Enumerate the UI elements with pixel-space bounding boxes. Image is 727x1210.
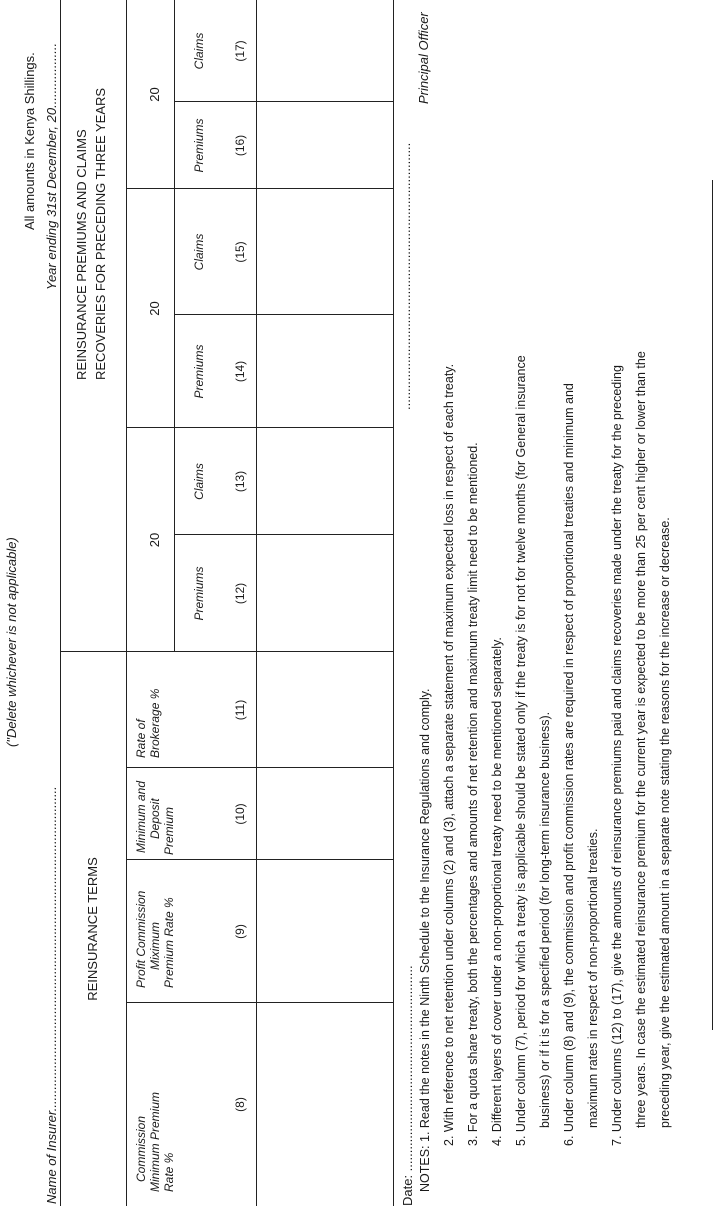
- col-10-number: (10): [233, 803, 247, 825]
- table-header-bottom: [256, 0, 257, 1206]
- col-sep-9: [126, 1002, 393, 1003]
- col-12-header: Premiums: [192, 566, 206, 621]
- note-3: 3. For a quota share treaty, both the percentages and amounts of net retention and maximum treaty limit need to be mentioned.: [466, 442, 480, 1146]
- amounts-note: All amounts in Kenya Shillings.: [22, 52, 37, 230]
- note-7-continued-2: preceding year, give the estimated amount in a separate note stating the reasons for the increase or decrease.: [658, 517, 672, 1128]
- table-year-divider: [174, 0, 175, 652]
- col-8-header: Commission Minimum Premium Rate %: [134, 1091, 176, 1192]
- col-9-header: Profit Commission Miximum Premium Rate %: [134, 890, 176, 988]
- table-group-divider: [126, 0, 127, 1206]
- note-7: 7. Under columns (12) to (17), give the amounts of reinsurance premiums paid and claims recoveries made under the treaty for the preceding: [610, 365, 624, 1146]
- reinsurance-terms-header: REINSURANCE TERMS: [85, 857, 100, 1001]
- year-3-label: 20: [147, 87, 162, 102]
- col-15-header: Claims: [192, 233, 206, 271]
- principal-officer-label: Principal Officer: [416, 12, 431, 104]
- table-top-border: [60, 0, 61, 1206]
- year-1-label: 20: [147, 532, 162, 548]
- col-sep-17: [174, 101, 393, 102]
- col-sep-13: [174, 534, 393, 535]
- note-5-continued: business) or if it is for a specified period (for long-term insurance business).: [538, 711, 552, 1128]
- table-group-separator: [60, 651, 393, 652]
- note-2: 2. With reference to net retention under columns (2) and (3), attach a separate statement of maximum expected loss in respect of each treaty.: [442, 363, 456, 1146]
- col-13-number: (13): [233, 470, 247, 493]
- col-12-number: (12): [233, 582, 247, 605]
- note-6: 6. Under column (8) and (9), the commission and profit commission rates are required in respect of proportional treaties and minimum and: [562, 383, 576, 1146]
- col-16-number: (16): [233, 134, 247, 157]
- note-6-continued: maximum rates in respect of non-proportional treaties.: [586, 828, 600, 1128]
- reinsurance-premiums-claims-header: REINSURANCE PREMIUMS AND CLAIMS RECOVERIES FOR PRECEDING THREE YEARS: [74, 87, 108, 380]
- col-17-header: Claims: [192, 32, 206, 70]
- note-5: 5. Under column (7), period for which a treaty is applicable should be stated only if the treaty is for not for twelve months (for General insurance: [514, 355, 528, 1146]
- col-11-number: (11): [233, 699, 247, 721]
- col-17-number: (17): [233, 40, 247, 62]
- page-bottom-rule: [712, 180, 713, 1030]
- col-8-number: (8): [233, 1097, 247, 1112]
- note-4: 4. Different layers of cover under a non-proportional treaty need to be mentioned separately.: [490, 637, 504, 1146]
- note-7-continued-1: three years. In case the estimated reinsurance premium for the current year is expected to be more than 25 per cent higher or lower than the: [634, 351, 648, 1128]
- col-9-number: (9): [233, 924, 247, 939]
- year-ending-label: Year ending 31st December, 20..................: [44, 42, 59, 290]
- table-bottom-border: [393, 0, 394, 1206]
- col-13-header: Claims: [192, 463, 206, 500]
- col-sep-16: [126, 188, 393, 189]
- col-16-header: Premiums: [192, 118, 206, 173]
- col-sep-14: [126, 427, 393, 428]
- note-1: NOTES: 1. Read the notes in the Ninth Schedule to the Insurance Regulations and comply.: [418, 688, 432, 1192]
- col-14-number: (14): [233, 360, 247, 383]
- principal-officer-signature-line: ..........................................................................: [398, 142, 413, 410]
- date-field: Date: .........................................................: [400, 965, 415, 1206]
- col-11-header: Rate of Brokerage %: [134, 688, 162, 758]
- col-14-header: Premiums: [192, 344, 206, 399]
- col-10-header: Minimum and Deposit Premium: [134, 780, 176, 855]
- year-2-label: 20: [147, 301, 162, 316]
- col-15-number: (15): [233, 241, 247, 263]
- col-sep-10: [126, 859, 393, 860]
- col-sep-11: [126, 767, 393, 768]
- delete-note: ("Delete whichever is not applicable): [4, 537, 19, 747]
- col-sep-15: [174, 314, 393, 315]
- name-of-insurer-label: Name of Insurer..........................................................................................: [44, 786, 59, 1204]
